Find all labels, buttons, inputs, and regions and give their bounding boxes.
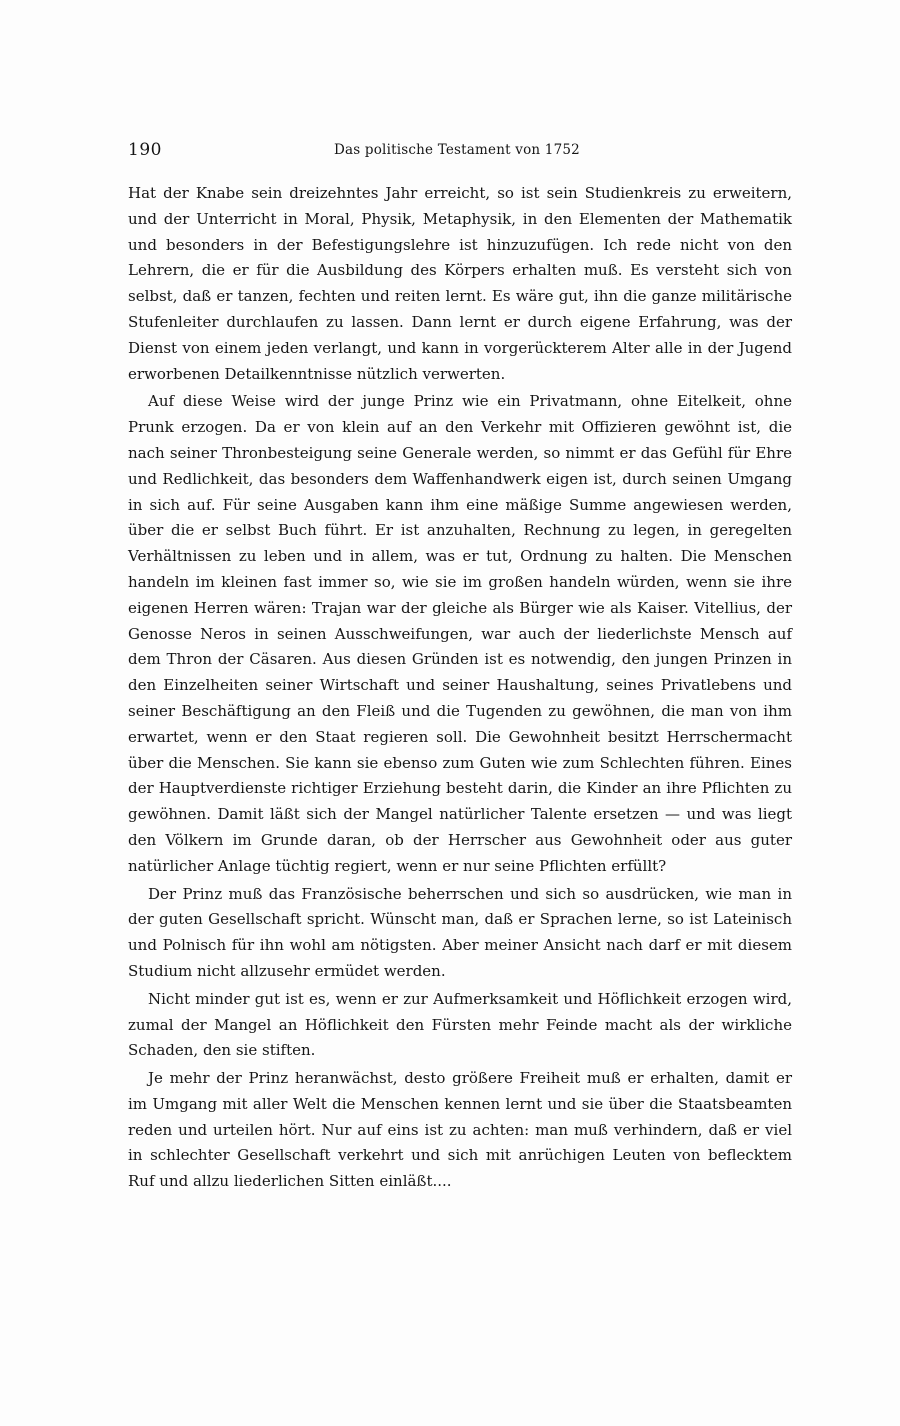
paragraph: Der Prinz muß das Französische beherrschen und sich so ausdrücken, wie man in der guten Gesellschaft spricht. Wünscht man, daß er Sprachen lerne, so ist Lateinisch und Polnisch für ihn wohl am nötigsten. Aber meiner Ansicht nach darf er mit diesem Studium nicht allzusehr ermüdet werden. bbox=[128, 884, 792, 980]
paragraph: Hat der Knabe sein dreizehntes Jahr erreicht, so ist sein Studienkreis zu erweitern, und der Unterricht in Moral, Physik, Metaphysik, in den Elementen der Mathematik und besonders in der Befestigungslehre ist hinzuzufügen. Ich rede nicht von den Lehrern, die er für die Ausbildung des Körpers erhalten muß. Es versteht sich von selbst, daß er tanzen, fechten und reiten lernt. Es wäre gut, ihn die ganze militärische Stufenleiter durchlaufen zu lassen. Dann lernt er durch eigene Erfahrung, was der Dienst von einem jeden verlangt, und kann in vorgerückterem Alter alle in der Jugend erworbenen Detailkenntnisse nützlich verwerten. bbox=[128, 184, 792, 383]
running-head-title: Das politische Testament von 1752 bbox=[334, 142, 580, 158]
running-head bbox=[128, 140, 792, 164]
paragraph: Auf diese Weise wird der junge Prinz wie ein Privatmann, ohne Eitelkeit, ohne Prunk erzogen. Da er von klein auf an den Verkehr mit Offizieren gewöhnt ist, die nach seiner Thronbesteigung seine Generale werden, so nimmt er das Gefühl für Ehre und Redlichkeit, das besonders dem Waffenhandwerk eigen ist, durch seinen Umgang in sich auf. Für seine Ausgaben kann ihm eine mäßige Summe angewiesen werden, über die er selbst Buch führt. Er ist anzuhalten, Rechnung zu legen, in geregelten Verhältnissen zu leben und in allem, was er tut, Ordnung zu halten. Die Menschen handeln im kleinen fast immer so, wie sie im großen handeln würden, wenn sie ihre eigenen Herren wären: Trajan war der gleiche als Bürger wie als Kaiser. Vitellius, der Genosse Neros in seinen Ausschweifungen, war auch der liederlichste Mensch auf dem Thron der Cäsaren. Aus diesen Gründen ist es notwendig, den jungen Prinzen in den Einzelheiten seiner Wirtschaft und seiner Haushaltung, seines Privatlebens und seiner Beschäftigung an den Fleiß und die Tugenden zu gewöhnen, die man von ihm erwartet, wenn er den Staat regieren soll. Die Gewohnheit besitzt Herrschermacht über die Menschen. Sie kann sie ebenso zum Guten wie zum Schlechten führen. Eines der Hauptverdienste richtiger Erziehung besteht darin, die Kinder an ihre Pflichten zu gewöhnen. Damit läßt sich der Mangel natürlicher Talente ersetzen — und was liegt den Völkern im Grunde daran, ob der Herrscher aus Gewohnheit oder aus guter natürlicher Anlage tüchtig regiert, wenn er nur seine Pflichten erfüllt? bbox=[128, 392, 792, 875]
paragraph: Nicht minder gut ist es, wenn er zur Aufmerksamkeit und Höflichkeit erzogen wird, zumal der Mangel an Höflichkeit den Fürsten mehr Feinde macht als der wirkliche Schaden, den sie stiften. bbox=[128, 989, 792, 1060]
page-number: 190 bbox=[128, 140, 162, 160]
body-text bbox=[128, 181, 792, 1195]
paragraph: Je mehr der Prinz heranwächst, desto größere Freiheit muß er erhalten, damit er im Umgang mit aller Welt die Menschen kennen lernt und sie über die Staatsbeamten reden und urteilen hört. Nur auf eins ist zu achten: man muß verhindern, daß er viel in schlechter Gesellschaft verkehrt und sich mit anrüchigen Leuten von beflecktem Ruf und allzu liederlichen Sitten einläßt.... bbox=[128, 1069, 792, 1191]
